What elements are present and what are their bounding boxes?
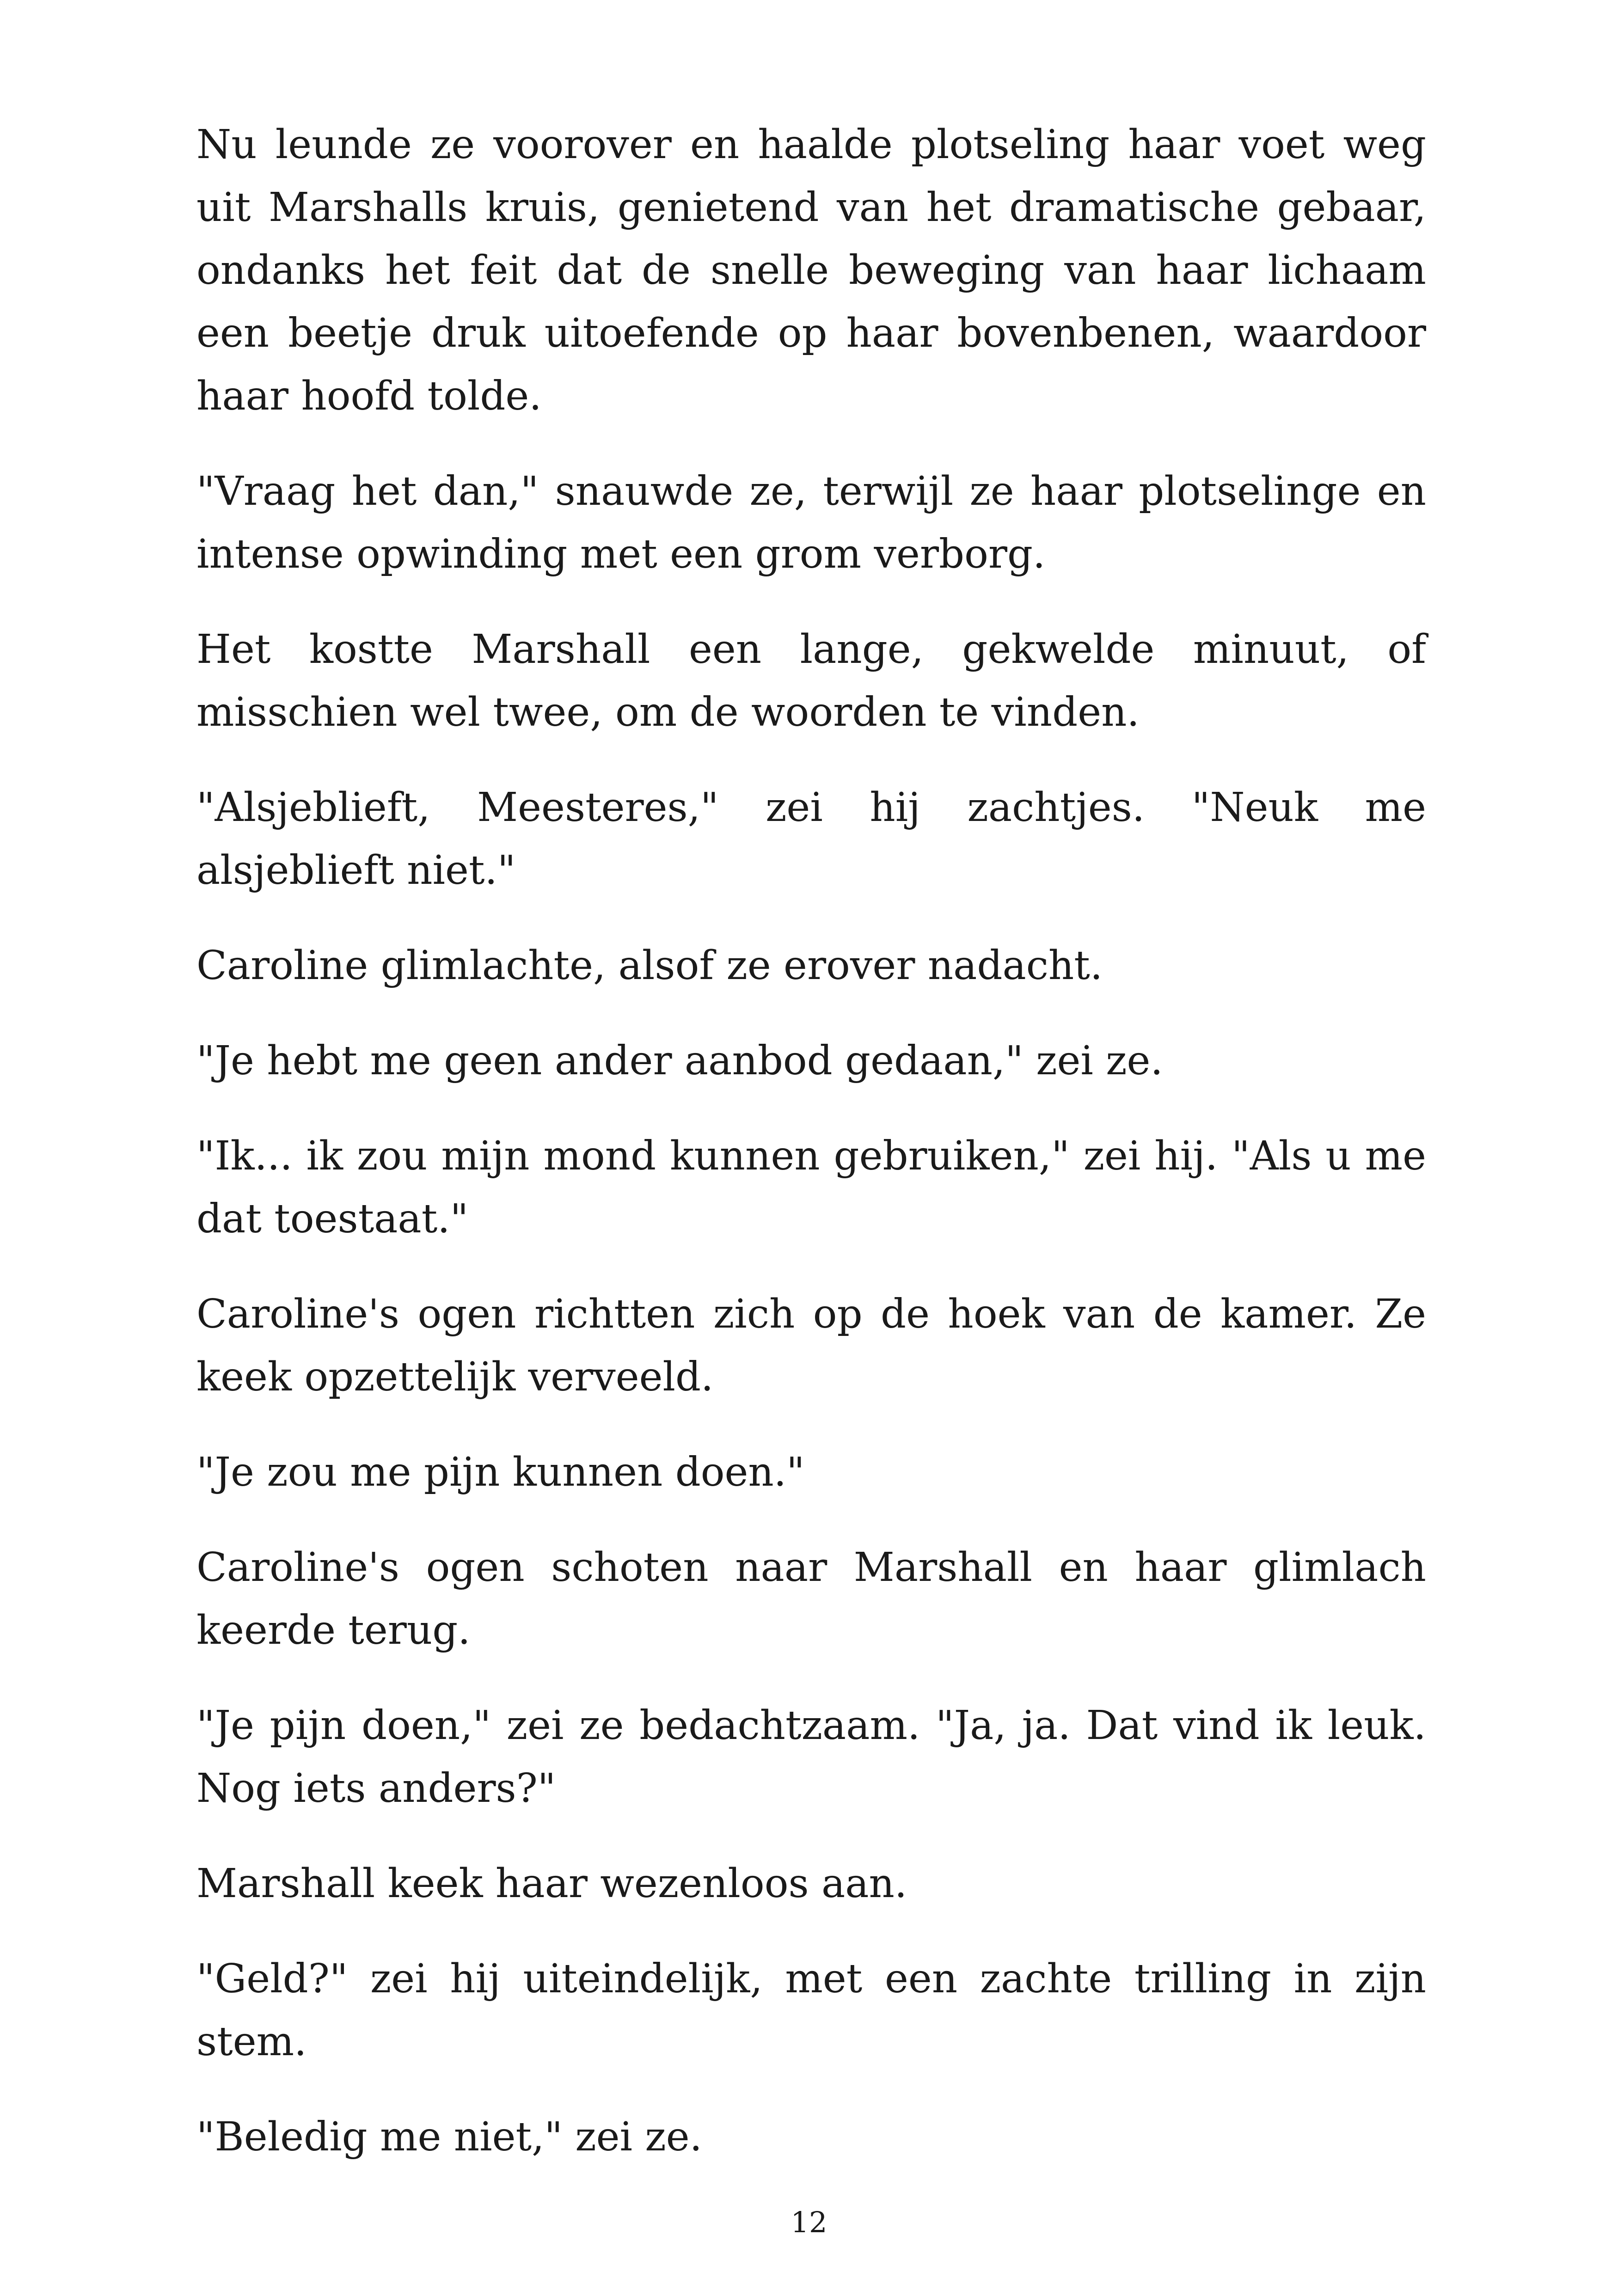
body-text: [196, 113, 1426, 2201]
paragraph: Nu leunde ze voorover en haalde plotseling haar voet weg uit Marshalls kruis, genietend van het dramatische gebaar, ondanks het feit dat de snelle beweging van haar lichaam een beetje druk uitoefende op haar bovenbenen, waardoor haar hoofd tolde.: [196, 122, 1426, 419]
paragraph: "Je hebt me geen ander aanbod gedaan," zei ze.: [196, 1038, 1163, 1084]
paragraph: "Je pijn doen," zei ze bedachtzaam. "Ja, ja. Dat vind ik leuk. Nog iets anders?": [196, 1702, 1426, 1812]
paragraph: Caroline glimlachte, alsof ze erover nadacht.: [196, 943, 1103, 989]
paragraph: "Geld?" zei hij uiteindelijk, met een zachte trilling in zijn stem.: [196, 1956, 1426, 2065]
paragraph: "Beledig me niet," zei ze.: [196, 2114, 702, 2160]
paragraph: "Je zou me pijn kunnen doen.": [196, 1449, 805, 1495]
paragraph: "Ik... ik zou mijn mond kunnen gebruiken," zei hij. "Als u me dat toestaat.": [196, 1133, 1426, 1242]
paragraph: Caroline's ogen schoten naar Marshall en haar glimlach keerde terug.: [196, 1544, 1426, 1653]
paragraph: Marshall keek haar wezenloos aan.: [196, 1861, 907, 1907]
paragraph: "Vraag het dan," snauwde ze, terwijl ze haar plotselinge en intense opwinding met een grom verborg.: [196, 468, 1426, 577]
paragraph: "Alsjeblieft, Meesteres," zei hij zachtjes. "Neuk me alsjeblieft niet.": [196, 784, 1426, 894]
paragraph: Het kostte Marshall een lange, gekwelde minuut, of misschien wel twee, om de woorden te vinden.: [196, 626, 1426, 735]
paragraph: Caroline's ogen richtten zich op de hoek van de kamer. Ze keek opzettelijk verveeld.: [196, 1291, 1426, 1400]
page-number: 12: [791, 2205, 827, 2239]
